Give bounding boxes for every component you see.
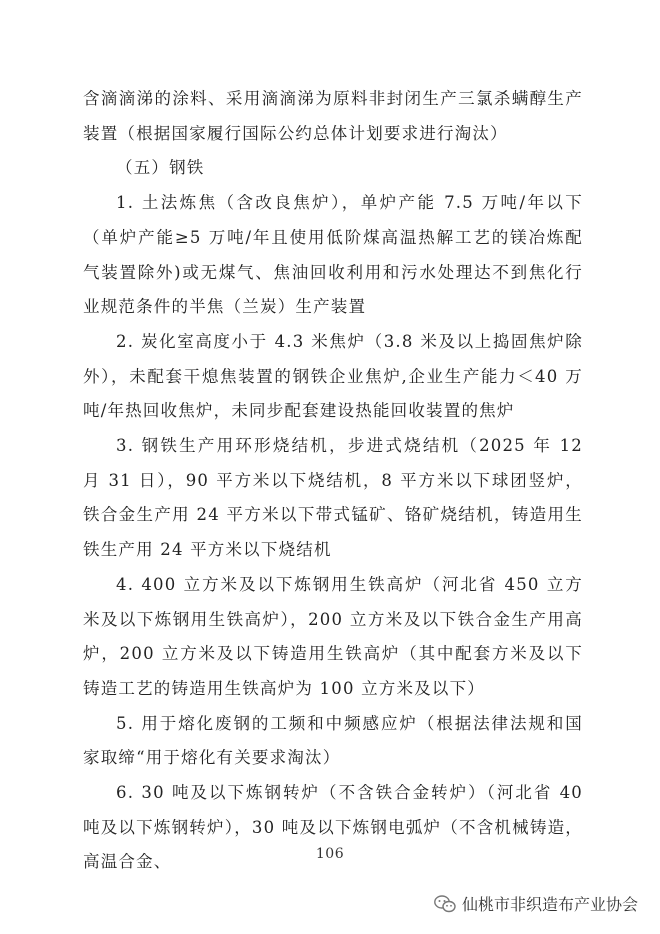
wechat-watermark xyxy=(434,892,638,915)
list-item-3-sintering: 3. 钢铁生产用环形烧结机，步进式烧结机（2025 年 12 月 31 日），90 平方米以下烧结机，8 平方米以下球团竖炉，铁合金生产用 24 平方米以下带式锰矿、铬矿烧结机，铸造用生铁生产用 24 平方米以下烧结机 xyxy=(83,436,583,560)
wechat-icon xyxy=(434,895,456,913)
list-item-6-converter: 6. 30 吨及以下炼钢转炉（不含铁合金转炉）（河北省 40 吨及以下炼钢转炉），30 吨及以下炼钢电弧炉（不含机械铸造，高温合金、 xyxy=(83,783,583,872)
list-item-1-coking: 1. 土法炼焦（含改良焦炉），单炉产能 7.5 万吨/年以下（单炉产能≥5 万吨/年且使用低阶煤高温热解工艺的镁冶炼配气装置除外)或无煤气、焦油回收利用和污水处理达不到焦化行业规范条件的半焦（兰炭）生产装置 xyxy=(83,193,583,317)
section-heading-steel: （五）钢铁 xyxy=(116,158,205,178)
document-body xyxy=(83,82,583,880)
list-item-5-induction-furnace: 5. 用于熔化废钢的工频和中频感应炉（根据法律法规和国家取缔“用于熔化有关要求淘汰） xyxy=(83,713,583,768)
list-item-2-coke-oven: 2. 炭化室高度小于 4.3 米焦炉（3.8 米及以上捣固焦炉除外），未配套干熄焦装置的钢铁企业焦炉,企业生产能力＜40 万吨/年热回收焦炉，未同步配套建设热能回收装置的焦炉 xyxy=(83,331,583,421)
page-number: 106 xyxy=(315,846,345,862)
list-item-4-blast-furnace: 4. 400 立方米及以下炼钢用生铁高炉（河北省 450 立方米及以下炼钢用生铁高炉），200 立方米及以下铁合金生产用高炉，200 立方米及以下铸造用生铁高炉（其中配套方米及以下铸造工艺的铸造用生铁高炉为 100 立方米及以下） xyxy=(83,574,583,698)
watermark-text: 仙桃市非织造布产业协会 xyxy=(461,895,638,914)
paragraph-ddt-continuation: 含滴滴涕的涂料、采用滴滴涕为原料非封闭生产三氯杀螨醇生产装置（根据国家履行国际公约总体计划要求进行淘汰） xyxy=(83,89,583,143)
